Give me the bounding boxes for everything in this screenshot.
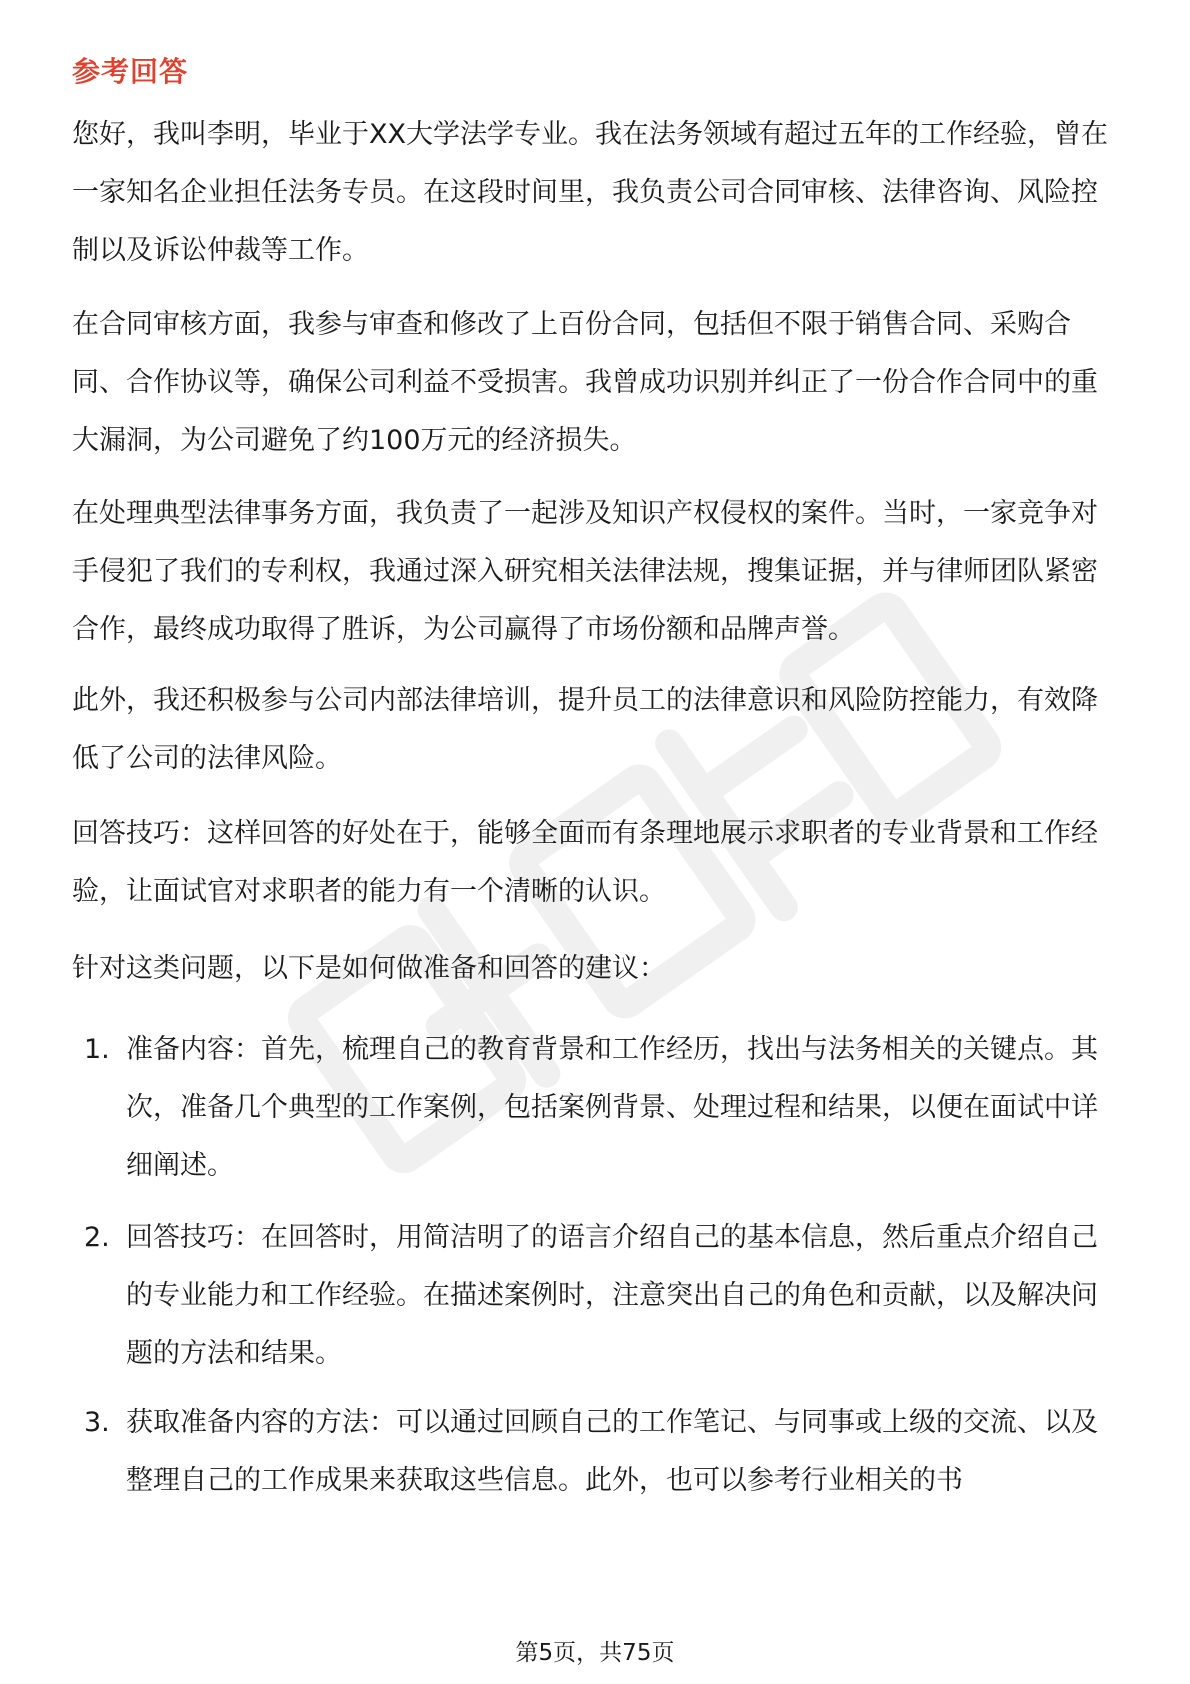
list-item-number: 1.	[84, 1034, 110, 1065]
list-item-text: 回答技巧：在回答时，用简洁明了的语言介绍自己的基本信息，然后重点介绍自己的专业能力和工作经验。在描述案例时，注意突出自己的角色和贡献，以及解决问题的方法和结果。	[126, 1222, 1098, 1369]
list-item-number: 3.	[84, 1407, 110, 1438]
paragraph-answer-tips: 回答技巧：这样回答的好处在于，能够全面而有条理地展示求职者的专业背景和工作经验，让面试官对求职者的能力有一个清晰的认识。	[72, 818, 1098, 907]
page-footer: 第5页，共75页	[515, 1640, 675, 1666]
paragraph-suggestions-intro: 针对这类问题，以下是如何做准备和回答的建议：	[72, 953, 666, 984]
list-item	[84, 1209, 1124, 1383]
paragraph-contract-review: 在合同审核方面，我参与审查和修改了上百份合同，包括但不限于销售合同、采购合同、合作协议等，确保公司利益不受损害。我曾成功识别并纠正了一份合作合同中的重大漏洞，为公司避免了约100万元的经济损失。	[72, 309, 1098, 456]
paragraph-intro: 您好，我叫李明，毕业于XX大学法学专业。我在法务领域有超过五年的工作经验，曾在一家知名企业担任法务专员。在这段时间里，我负责公司合同审核、法律咨询、风险控制以及诉讼仲裁等工作。	[72, 119, 1108, 266]
paragraph-legal-affairs: 在处理典型法律事务方面，我负责了一起涉及知识产权侵权的案件。当时，一家竞争对手侵犯了我们的专利权，我通过深入研究相关法律法规，搜集证据，并与律师团队紧密合作，最终成功取得了胜诉，为公司赢得了市场份额和品牌声誉。	[72, 498, 1098, 645]
list-item-number: 2.	[84, 1222, 110, 1253]
section-title: 参考回答	[72, 55, 189, 88]
list-item-text: 准备内容：首先，梳理自己的教育背景和工作经历，找出与法务相关的关键点。其次，准备几个典型的工作案例，包括案例背景、处理过程和结果，以便在面试中详细阐述。	[126, 1034, 1098, 1181]
list-item-text: 获取准备内容的方法：可以通过回顾自己的工作笔记、与同事或上级的交流、以及整理自己的工作成果来获取这些信息。此外，也可以参考行业相关的书	[126, 1407, 1098, 1496]
list-item	[84, 1021, 1124, 1195]
list-item	[84, 1394, 1124, 1510]
paragraph-training: 此外，我还积极参与公司内部法律培训，提升员工的法律意识和风险防控能力，有效降低了公司的法律风险。	[72, 685, 1098, 774]
